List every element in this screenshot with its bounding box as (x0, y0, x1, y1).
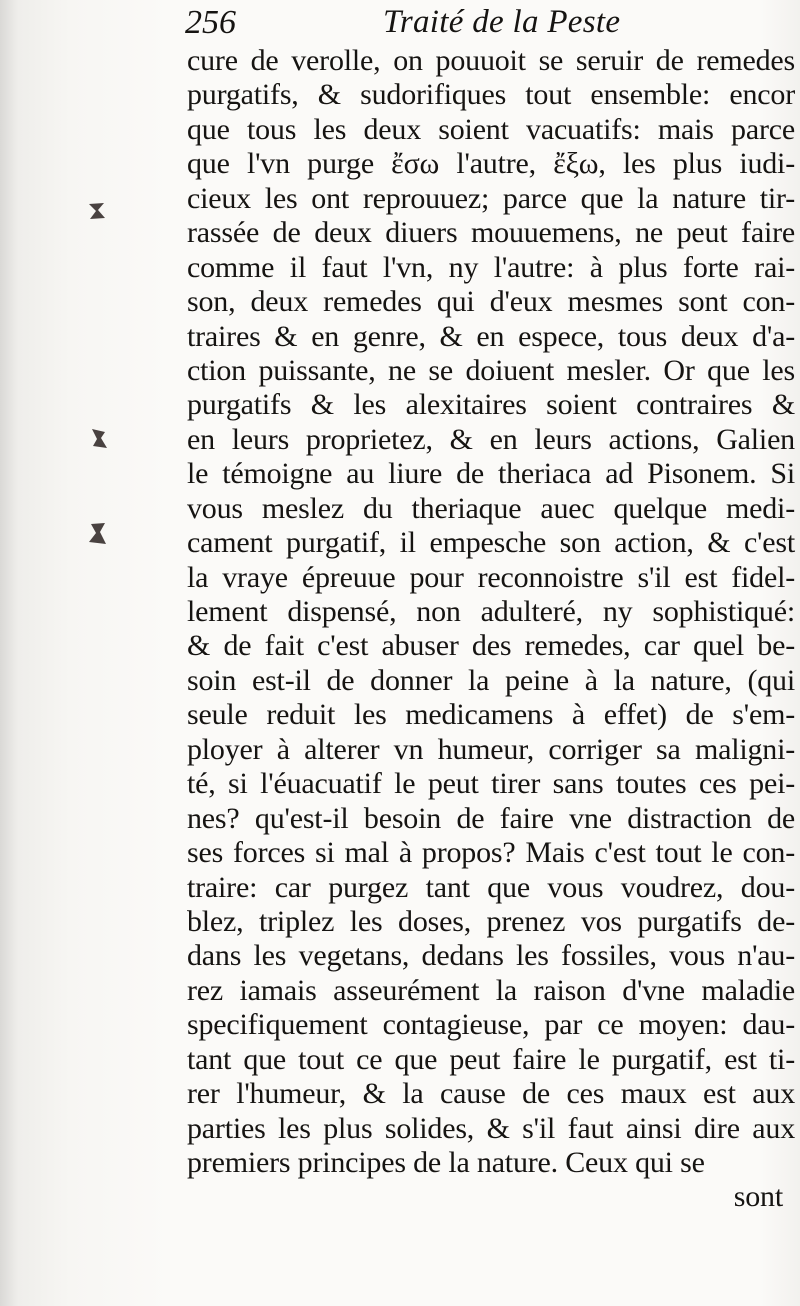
text-line: & de fait c'est abuser des remedes, car quel be- (187, 629, 795, 663)
text-line: la vraye épreuue pour reconnoistre s'il est fidel- (187, 560, 795, 594)
printer-mark-icon (86, 520, 110, 548)
text-line: cure de verolle, on pouuoit se seruir de remedes (187, 44, 795, 77)
text-line: dans les vegetans, dedans les fossiles, vous n'au- (187, 939, 795, 973)
text-line: ses forces si mal à propos? Mais c'est tout le con- (187, 836, 795, 870)
printer-mark-icon (88, 426, 110, 452)
text-line: rez iamais asseurément la raison d'vne maladie (187, 973, 795, 1007)
text-line: parties les plus solides, & s'il faut ainsi dire aux (187, 1111, 795, 1145)
text-line: blez, triplez les doses, prenez vos purgatifs de- (187, 904, 795, 938)
running-title: Traité de la Peste (383, 4, 621, 40)
text-line: cament purgatif, il empesche son action, & c'est (187, 526, 795, 560)
text-line: premiers principes de la nature. Ceux qui se (187, 1146, 705, 1179)
text-line: lement dispensé, non adulteré, ny sophistiqué: (187, 595, 795, 628)
text-line: en leurs proprietez, & en leurs actions, Galien (187, 422, 795, 456)
page-header (185, 4, 785, 44)
text-line: que tous les deux soient vacuatifs: mais parce (187, 112, 795, 146)
text-line: traires & en genre, & en espece, tous deux d'a- (187, 319, 795, 353)
text-line: traire: car purgez tant que vous voudrez, dou- (187, 870, 795, 904)
text-line: le témoigne au liure de theriaca ad Pisonem. Si (187, 457, 795, 491)
page-number: 256 (185, 4, 236, 41)
text-line: specifiquement contagieuse, par ce moyen: dau- (187, 1008, 795, 1042)
left-margin (78, 40, 178, 1300)
text-line: que l'vn purge ἔσω l'autre, ἔξω, les plus iudi- (187, 147, 795, 181)
text-line: ction puissante, ne se doiuent mesler. Or que les (187, 353, 795, 387)
text-line: rer l'humeur, & la cause de ces maux est aux (187, 1077, 795, 1111)
text-line: té, si l'éuacuatif le peut tirer sans toutes ces pei- (187, 767, 795, 801)
text-line: ployer à alterer vn humeur, corriger sa maligni- (187, 732, 795, 766)
spine-shadow (0, 0, 18, 1306)
text-line: soin est-il de donner la peine à la nature, (qui (187, 663, 795, 697)
text-line: son, deux remedes qui d'eux mesmes sont con- (187, 285, 795, 319)
text-line: nes? qu'est-il besoin de faire vne distraction de (187, 801, 795, 835)
printer-mark-icon (86, 200, 108, 222)
text-line: purgatifs, & sudorifiques tout ensemble: encor (187, 78, 795, 112)
text-line: comme il faut l'vn, ny l'autre: à plus forte rai- (187, 250, 795, 284)
catchword: sont (733, 1180, 783, 1214)
text-line: purgatifs & les alexitaires soient contraires & (187, 388, 795, 422)
text-line: cieux les ont reprouuez; parce que la nature tir- (187, 181, 795, 215)
body-text (187, 44, 795, 1215)
text-line: tant que tout ce que peut faire le purgatif, est ti- (187, 1042, 795, 1076)
text-line: seule reduit les medicamens à effet) de s'em- (187, 698, 795, 732)
text-line: rassée de deux diuers mouuemens, ne peut faire (187, 216, 795, 250)
text-line: vous meslez du theriaque auec quelque medi- (187, 491, 795, 525)
